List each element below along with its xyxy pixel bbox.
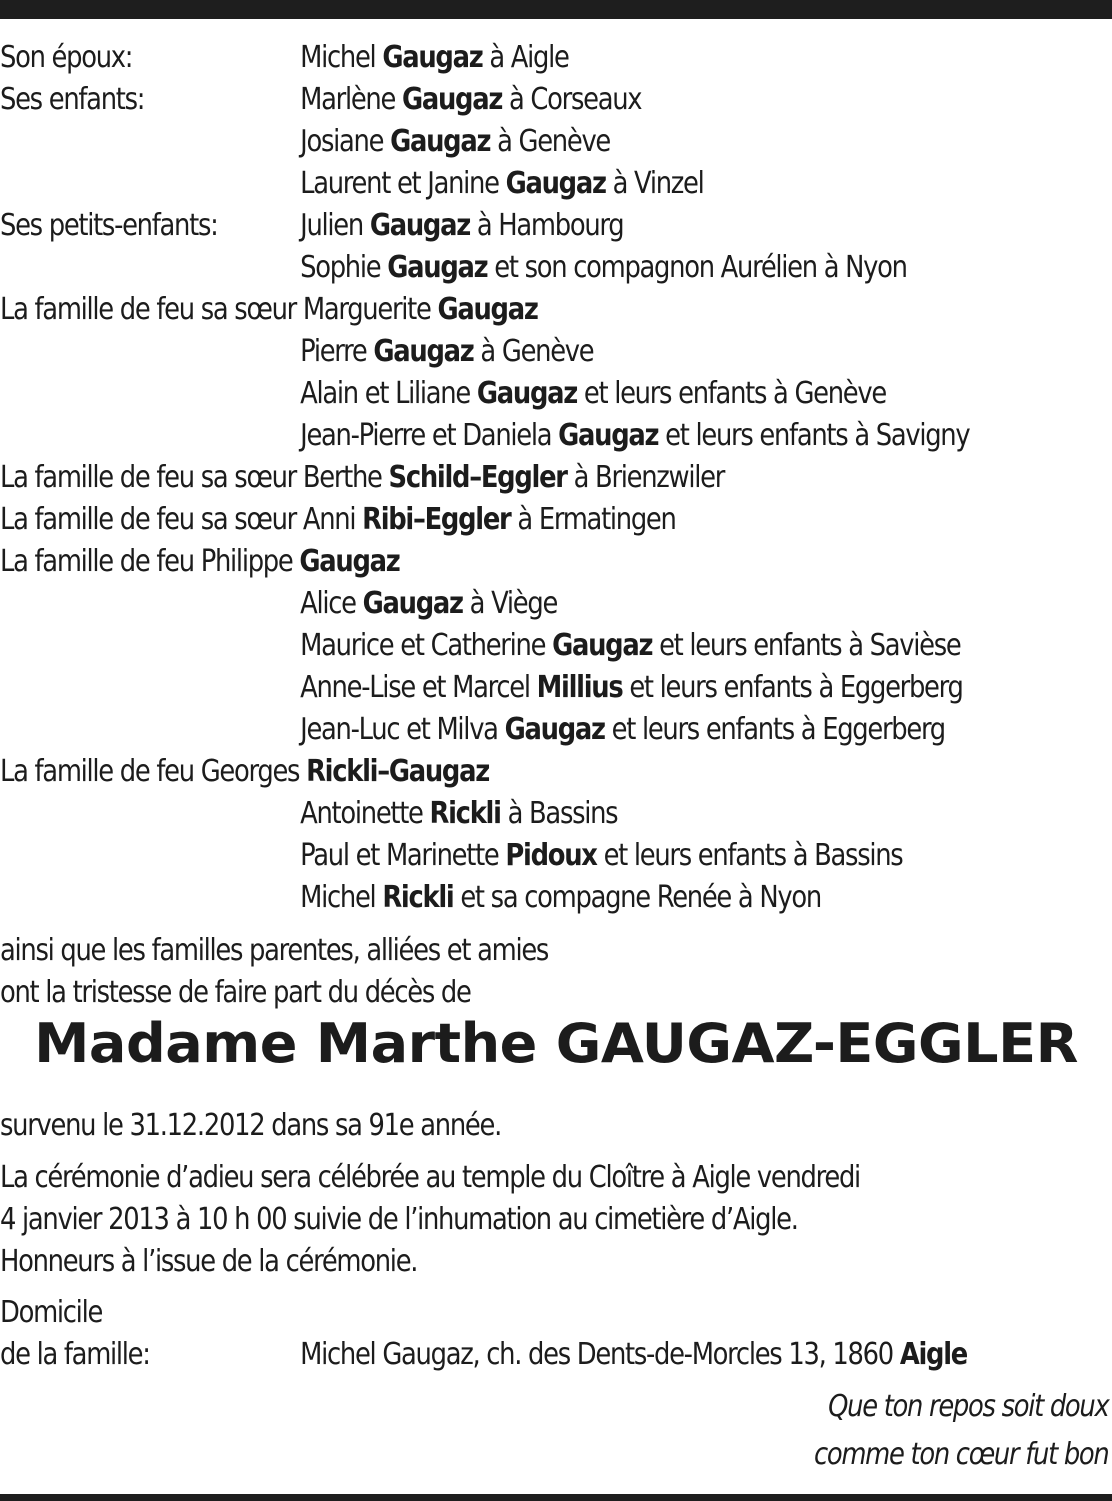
surname: Gaugaz xyxy=(382,40,483,75)
surname: Gaugaz xyxy=(387,250,488,285)
location: et leurs enfants à Eggerberg xyxy=(622,670,963,705)
family-row xyxy=(0,793,617,835)
location: et son compagnon Aurélien à Nyon xyxy=(487,250,907,285)
given-names: Maurice et Catherine xyxy=(300,628,553,663)
ceremony-line-2: 4 janvier 2013 à 10 h 00 suivie de l’inhumation au cimetière d’Aigle. xyxy=(0,1202,798,1237)
location: et leurs enfants à Bassins xyxy=(596,838,903,873)
family-row xyxy=(0,457,724,499)
given-names: La famille de feu sa sœur Anni xyxy=(0,502,363,537)
given-names: Anne-Lise et Marcel xyxy=(300,670,537,705)
location: à Aigle xyxy=(482,40,569,75)
family-row xyxy=(0,541,399,583)
surname: Gaugaz xyxy=(504,712,605,747)
location: à Hambourg xyxy=(469,208,624,243)
location: à Brienzwiler xyxy=(566,460,725,495)
location: à Genève xyxy=(490,124,611,159)
family-row xyxy=(0,205,623,247)
surname: Gaugaz xyxy=(558,418,659,453)
given-names: Michel xyxy=(300,40,383,75)
family-row xyxy=(0,289,538,331)
family-row xyxy=(0,667,963,709)
intro-line-1: ainsi que les familles parentes, alliées et amies xyxy=(0,933,549,968)
surname: Rickli xyxy=(429,796,501,831)
given-names: Jean-Pierre et Daniela xyxy=(300,418,559,453)
deceased-date: survenu le 31.12.2012 dans sa 91e année. xyxy=(0,1108,502,1143)
intro-text xyxy=(0,930,548,1014)
closing-quote xyxy=(813,1386,1108,1476)
surname: Schild–Eggler xyxy=(388,460,567,495)
family-row xyxy=(0,121,610,163)
location: à Bassins xyxy=(500,796,618,831)
surname: Gaugaz xyxy=(362,586,463,621)
surname: Gaugaz xyxy=(552,628,653,663)
surname: Rickli xyxy=(382,880,454,915)
quote-line-1: Que ton repos soit doux xyxy=(827,1389,1108,1424)
location: et leurs enfants à Eggerberg xyxy=(604,712,945,747)
surname: Ribi–Eggler xyxy=(362,502,511,537)
given-names: Marlène xyxy=(300,82,402,117)
given-names: Alain et Liliane xyxy=(300,376,477,411)
family-row xyxy=(0,163,704,205)
given-names: Julien xyxy=(300,208,370,243)
family-row xyxy=(0,415,969,457)
location: et leurs enfants à Savièse xyxy=(652,628,961,663)
family-row xyxy=(0,247,907,289)
surname: Millius xyxy=(536,670,623,705)
given-names: Antoinette xyxy=(300,796,430,831)
relation-label: Son époux: xyxy=(0,40,133,75)
domicile-label-2: de la famille: xyxy=(0,1337,150,1372)
given-names: La famille de feu Philippe xyxy=(0,544,300,579)
intro-line-2: ont la tristesse de faire part du décès de xyxy=(0,975,471,1010)
surname: Gaugaz xyxy=(505,166,606,201)
ceremony-line-3: Honneurs à l’issue de la cérémonie. xyxy=(0,1244,418,1279)
surname: Rickli–Gaugaz xyxy=(306,754,489,789)
given-names: La famille de feu sa sœur Berthe xyxy=(0,460,389,495)
surname: Gaugaz xyxy=(373,334,474,369)
location: et sa compagne Renée à Nyon xyxy=(453,880,821,915)
family-row xyxy=(0,751,489,793)
family-row xyxy=(0,79,641,121)
surname: Pidoux xyxy=(505,838,597,873)
family-row xyxy=(0,877,821,919)
family-row xyxy=(0,331,593,373)
surname: Gaugaz xyxy=(401,82,503,117)
family-row xyxy=(0,709,945,751)
given-names: Laurent et Janine xyxy=(300,166,506,201)
surname: Gaugaz xyxy=(299,544,400,579)
surname: Gaugaz xyxy=(437,292,538,327)
family-row xyxy=(0,373,886,415)
domicile-label: Domicile xyxy=(0,1295,103,1330)
given-names: La famille de feu sa sœur Marguerite xyxy=(0,292,438,327)
surname: Gaugaz xyxy=(390,124,491,159)
given-names: Alice xyxy=(300,586,363,621)
bottom-rule xyxy=(0,1494,1112,1501)
family-row xyxy=(0,499,676,541)
top-rule xyxy=(0,0,1112,19)
family-row xyxy=(0,583,557,625)
location: à Ermatingen xyxy=(510,502,676,537)
location: à Corseaux xyxy=(502,82,642,117)
given-names: La famille de feu Georges xyxy=(0,754,307,789)
family-row xyxy=(0,37,569,79)
relation-label: Ses petits-enfants: xyxy=(0,208,218,243)
family-row xyxy=(0,625,960,667)
surname: Gaugaz xyxy=(476,376,577,411)
location: à Viège xyxy=(462,586,558,621)
given-names: Jean-Luc et Milva xyxy=(300,712,505,747)
location: et leurs enfants à Savigny xyxy=(658,418,970,453)
deceased-name: Madame Marthe GAUGAZ-EGGLER xyxy=(34,1012,1078,1075)
location: et leurs enfants à Genève xyxy=(576,376,886,411)
given-names: Sophie xyxy=(300,250,388,285)
ceremony-text xyxy=(0,1157,860,1283)
quote-line-2: comme ton cœur fut bon xyxy=(813,1437,1108,1472)
ceremony-line-1: La cérémonie d’adieu sera célébrée au temple du Cloître à Aigle vendredi xyxy=(0,1160,860,1195)
domicile-address: Michel Gaugaz, ch. des Dents-de-Morcles 13, 1860 xyxy=(300,1337,900,1372)
given-names: Paul et Marinette xyxy=(300,838,506,873)
surname: Gaugaz xyxy=(369,208,470,243)
domicile-row xyxy=(0,1334,967,1376)
given-names: Michel xyxy=(300,880,383,915)
family-row xyxy=(0,835,902,877)
location: à Genève xyxy=(473,334,594,369)
domicile-town: Aigle xyxy=(899,1337,968,1372)
given-names: Josiane xyxy=(300,124,391,159)
given-names: Pierre xyxy=(300,334,374,369)
relation-label: Ses enfants: xyxy=(0,82,145,117)
location: à Vinzel xyxy=(605,166,704,201)
